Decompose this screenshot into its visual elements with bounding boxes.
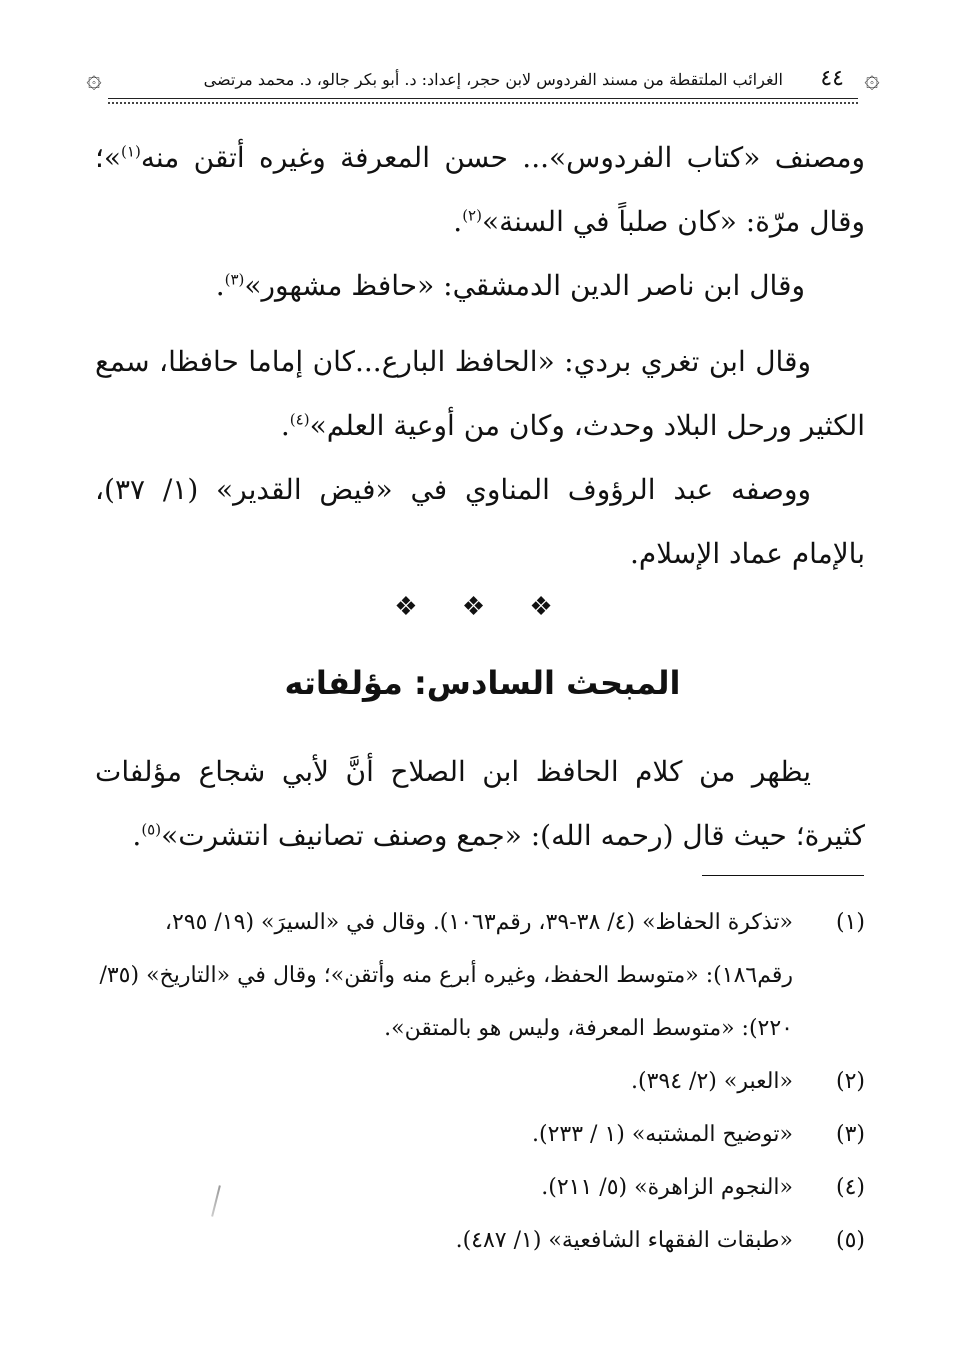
page-number: ٤٤ (820, 66, 844, 91)
paragraph-text: . (280, 409, 290, 442)
footnote (95, 1161, 865, 1214)
footnote-rule (702, 875, 864, 876)
footnote-ref: (١) (121, 142, 141, 161)
paragraph (95, 740, 865, 868)
footnote-number: (٣) (835, 1122, 865, 1147)
footnote-text: «طبقات الفقهاء الشافعية» (١/ ٤٨٧). (455, 1228, 793, 1253)
running-title: الغرائب الملتقطة من مسند الفردوس لابن حجر، إعداد: د. أبو بكر جالو، د. محمد مرتضى (203, 70, 783, 89)
footnote-number: (٢) (835, 1069, 865, 1094)
footnote-text: «العبر» (٢/ ٣٩٤). (631, 1069, 793, 1094)
ornament-icon: ۞ (864, 64, 880, 94)
footnote (95, 1055, 865, 1108)
footnote (95, 896, 865, 1055)
header-dotted-rule (108, 102, 858, 104)
footnote-number: (٥) (835, 1228, 865, 1253)
footnote-text: «النجوم الزاهرة» (٥/ ٢١١). (541, 1175, 793, 1200)
paragraph-text: ومصنف «كتاب الفردوس»... حسن المعرفة وغيره أتقن منه (140, 141, 865, 174)
paragraph-text: . (132, 819, 142, 852)
paragraph (95, 126, 865, 254)
footnote-text: «توضيح المشتبه» (١ / ٢٣٣). (532, 1122, 793, 1147)
paragraph (95, 458, 865, 586)
footnote-ref: (٥) (141, 820, 162, 839)
footnote-number: (٤) (835, 1175, 865, 1200)
running-header (88, 58, 878, 108)
footnotes (95, 896, 865, 1267)
footnote-ref: (٣) (224, 270, 245, 289)
footnote-ref: (٢) (462, 206, 482, 225)
paragraph-text: . (453, 205, 463, 238)
footnote-text: «تذكرة الحفاظ» (٤/ ٣٨-٣٩، رقم١٠٦٣). وقال في «السيرَ» (١٩/ ٢٩٥، رقم١٨٦): «متوسط الحفظ، وغيره أبرع منه وأتقن»؛ وقال في «التاريخ» (٣٥/ ٢٢٠): «متوسط المعرفة، وليس هو بالمتقن». (99, 910, 793, 1041)
ornament-icon: ۞ (86, 64, 102, 94)
paragraph (95, 254, 805, 318)
footnote-ref: (٤) (289, 410, 310, 429)
footnote (95, 1108, 865, 1161)
separator: ❖ ❖ ❖ (394, 592, 571, 622)
section-heading: المبحث السادس: مؤلفاته (284, 664, 681, 702)
footnote-number: (١) (835, 910, 865, 935)
paragraph-text: وقال ابن تغري بردي: «الحافظ البارع...كان إماما حافظا، سمع الكثير ورحل البلاد وحدث، وكان من أوعية العلم» (95, 345, 865, 442)
paragraph-text: وقال ابن ناصر الدين الدمشقي: «حافظ مشهور» (244, 269, 805, 302)
paragraph (95, 330, 865, 458)
paragraph-text: يظهر من كلام الحافظ ابن الصلاح أنَّ لأبي شجاع مؤلفات كثيرة؛ حيث قال (رحمه الله): «جمع وصنف تصانيف انتشرت» (95, 755, 865, 852)
paragraph-text: . (215, 269, 225, 302)
paragraph-text: »؛ وقال مرّة: «كان صلباً في السنة» (95, 141, 865, 238)
header-rule (108, 98, 858, 99)
footnote (95, 1214, 865, 1267)
paragraph-text: ووصفه عبد الرؤوف المناوي في «فيض القدير» (١/ ٣٧)، بالإمام عماد الإسلام. (95, 473, 865, 570)
